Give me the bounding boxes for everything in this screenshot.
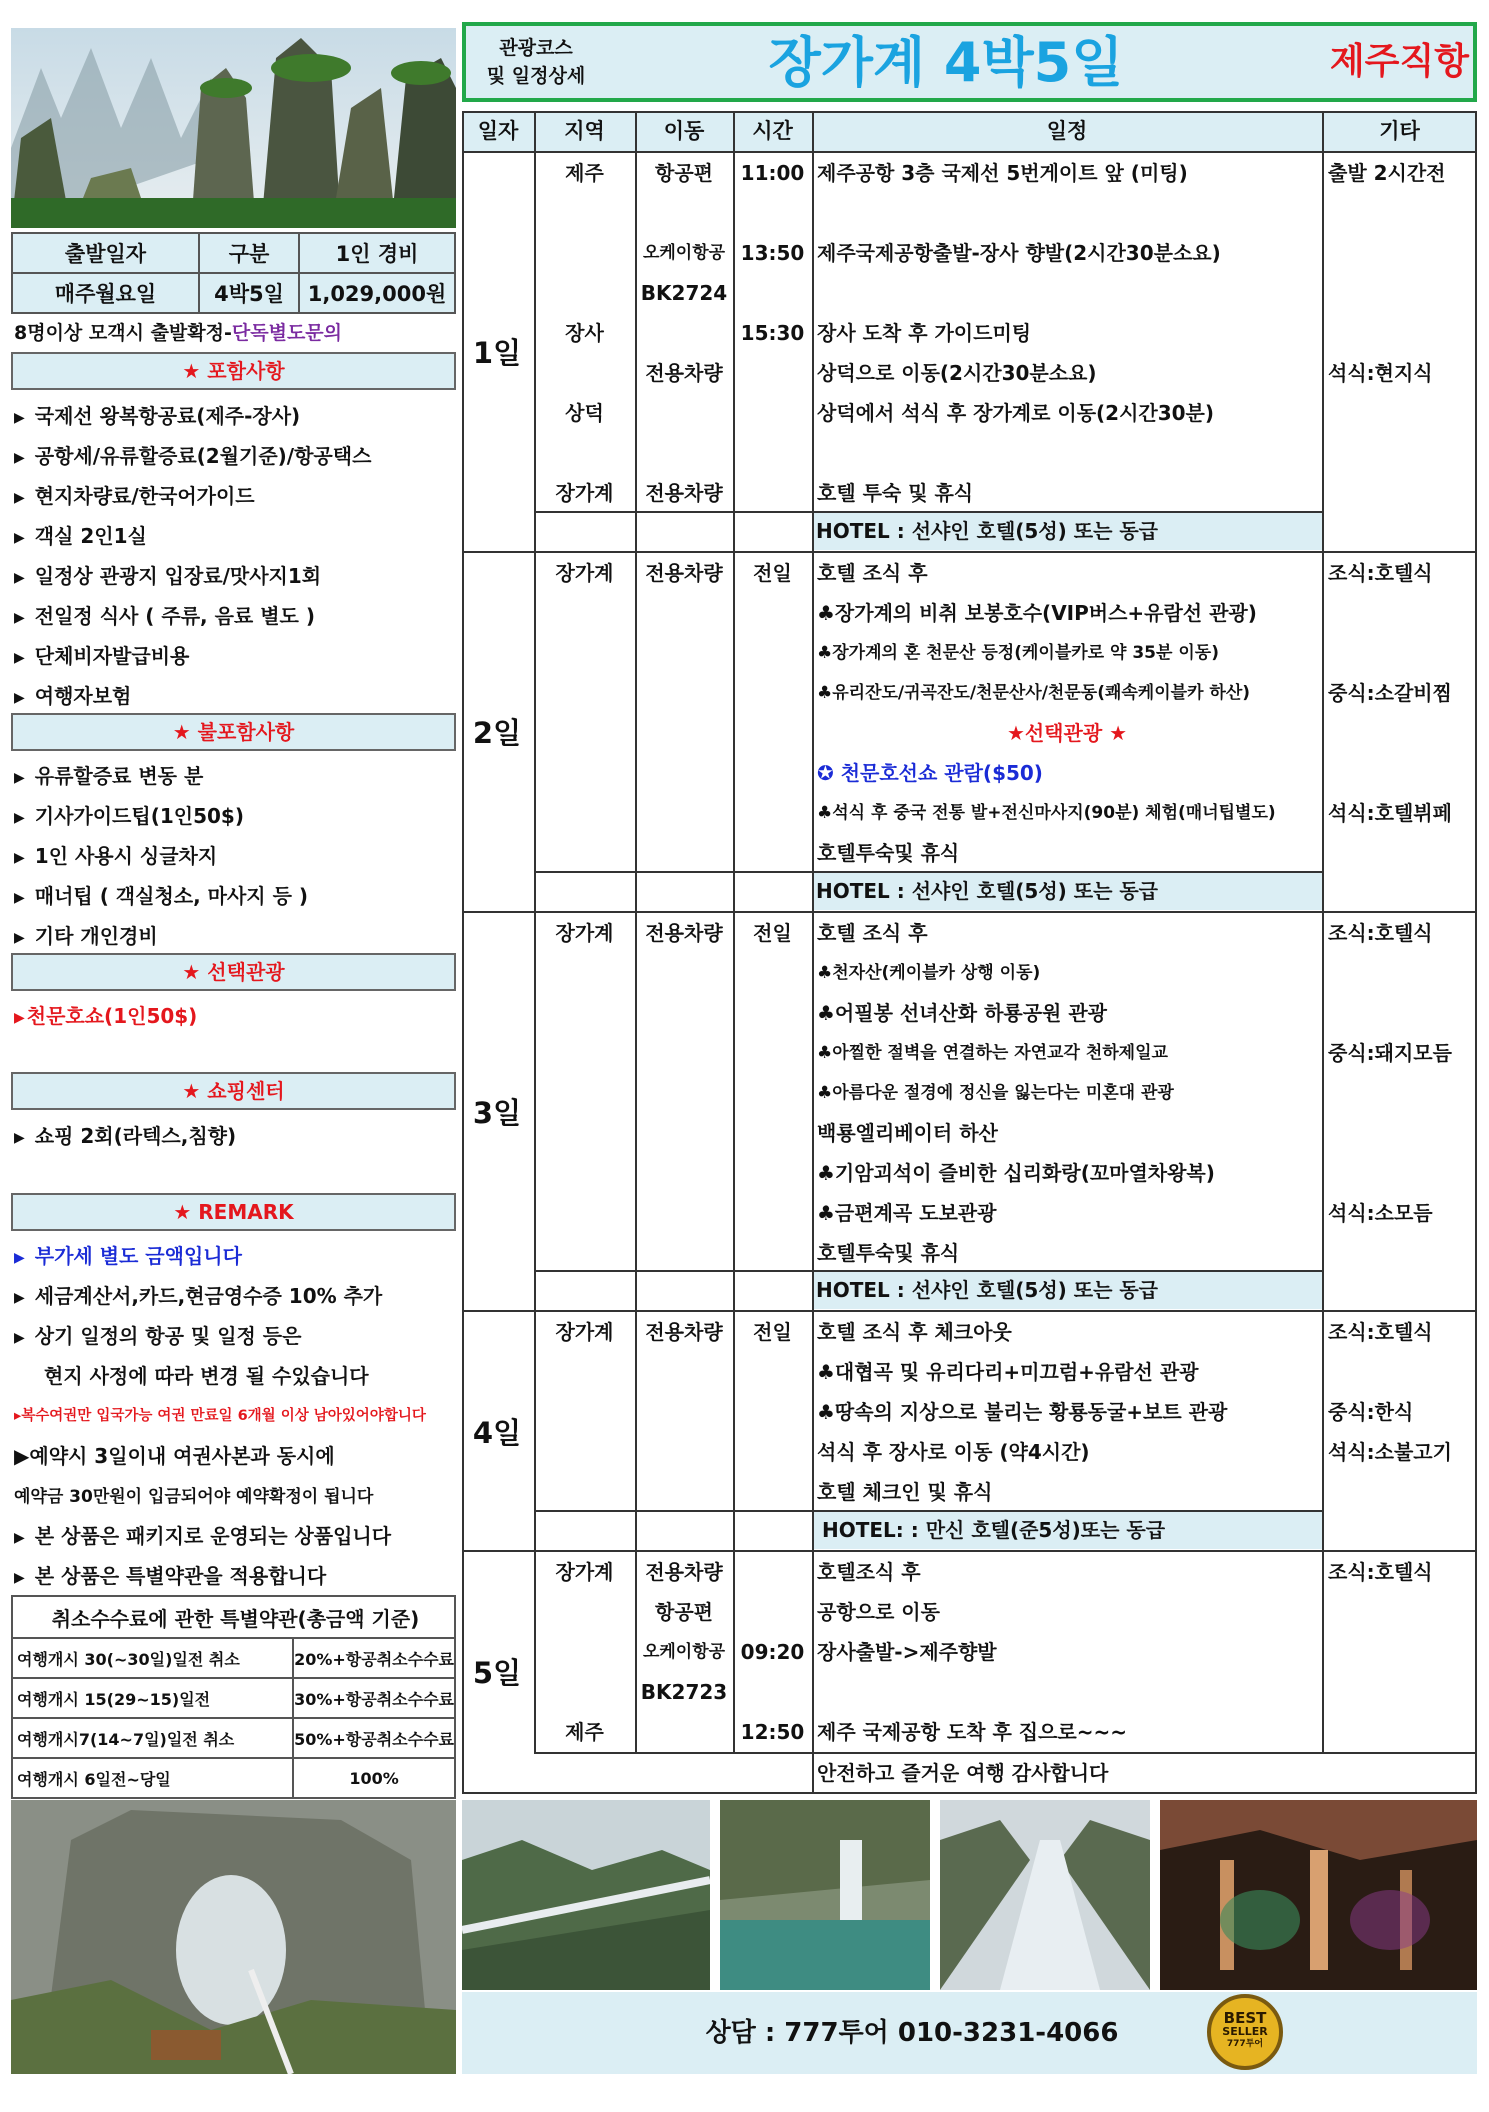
list-item: ▶ 일정상 관광지 입장료/맛사지1회 bbox=[14, 564, 322, 588]
shopping-item: ▶ 쇼핑 2회(라텍스,침향) bbox=[14, 1124, 237, 1148]
list-item: ▶ 현지차량료/한국어가이드 bbox=[14, 484, 255, 508]
cancel-period: 여행개시 15(29~15)일전 bbox=[12, 1678, 293, 1718]
list-item: ▶ 1인 사용시 싱글차지 bbox=[14, 844, 218, 868]
remark-passport: ▸복수여권만 입국가능 여권 만료일 6개월 이상 남아있어야합니다 bbox=[14, 1408, 426, 1424]
itinerary-cell: 제주국제공항출발-장사 향발(2시간30분소요) bbox=[817, 241, 1221, 265]
remark-terms: ▶ 본 상품은 특별약관을 적용합니다 bbox=[14, 1564, 327, 1588]
price-date: 매주월요일 bbox=[12, 273, 199, 313]
triangle-bullet-icon: ▶ bbox=[14, 489, 25, 506]
cancel-fee: 20%+항공취소수수료 bbox=[293, 1638, 455, 1678]
triangle-bullet-icon: ▶ bbox=[14, 929, 25, 946]
list-item: ▶ 매너팁 ( 객실청소, 마사지 등 ) bbox=[14, 884, 308, 908]
itinerary-cell: 호텔투숙및 휴식 bbox=[817, 1241, 960, 1265]
itinerary-cell: ♣천자산(케이블카 상행 이동) bbox=[817, 963, 1041, 983]
remark-reserve-2: 예약금 30만원이 입금되어야 예약확정이 됩니다 bbox=[14, 1487, 374, 1507]
day-label-4: 4일 bbox=[472, 1416, 522, 1450]
zhangjiajie-peaks-photo bbox=[11, 28, 456, 228]
etc-cell: 조식:호텔식 bbox=[1328, 561, 1433, 585]
cancel-fee-title: 취소수수료에 관한 특별약관(총금액 기준) bbox=[12, 1596, 455, 1638]
time-cell: 11:00 bbox=[740, 161, 805, 185]
triangle-bullet-icon: ▶ bbox=[14, 809, 25, 826]
triangle-bullet-icon: ▶ bbox=[14, 529, 25, 546]
etc-cell: 석식:호텔뷔페 bbox=[1328, 801, 1452, 825]
itinerary-cell: ♣장가계의 혼 천문산 등정(케이블카로 약 35분 이동) bbox=[817, 643, 1219, 663]
triangle-bullet-icon: ▶ bbox=[14, 769, 25, 786]
price-header-type: 구분 bbox=[199, 233, 299, 273]
remark-reserve-1: ▶예약시 3일이내 여권사본과 동시에 bbox=[14, 1444, 335, 1468]
min-people-note: 8명이상 모객시 출발확정-단독별도문의 bbox=[14, 322, 343, 344]
etc-cell: 중식:돼지모듬 bbox=[1328, 1041, 1452, 1065]
triangle-bullet-icon: ▶ bbox=[14, 1129, 25, 1146]
triangle-bullet-icon: ▶ bbox=[14, 1009, 25, 1026]
remark-tax: ▶ 세금계산서,카드,현금영수증 10% 추가 bbox=[14, 1284, 383, 1308]
itinerary-cell: 백룡엘리베이터 하산 bbox=[817, 1121, 998, 1145]
triangle-bullet-icon: ▶ bbox=[14, 569, 25, 586]
header-day: 일자 bbox=[462, 111, 534, 151]
header-itinerary: 일정 bbox=[812, 111, 1322, 151]
etc-cell: 중식:한식 bbox=[1328, 1400, 1414, 1424]
transport-cell: 오케이항공 bbox=[642, 1642, 726, 1662]
list-item: ▶ 기사가이드팁(1인50$) bbox=[14, 804, 244, 828]
contact-band bbox=[462, 1992, 1477, 2074]
list-item: ▶ 전일정 식사 ( 주류, 음료 별도 ) bbox=[14, 604, 315, 628]
remark-change: ▶ 상기 일정의 항공 및 일정 등은 bbox=[14, 1324, 302, 1348]
time-cell: 09:20 bbox=[740, 1640, 805, 1664]
price-header-date: 출발일자 bbox=[12, 233, 199, 273]
list-item: ▶ 여행자보험 bbox=[14, 684, 132, 708]
cancel-fee: 50%+항공취소수수료 bbox=[293, 1718, 455, 1758]
transport-cell: 전용차량 bbox=[645, 561, 723, 585]
transport-cell: 오케이항공 bbox=[642, 243, 726, 263]
region-cell: 장가계 bbox=[555, 481, 614, 505]
price-header-cost: 1인 경비 bbox=[299, 233, 455, 273]
tianmen-cave-photo bbox=[11, 1800, 456, 2074]
triangle-bullet-icon: ▶ bbox=[14, 849, 25, 866]
itinerary-cell: 호텔 투숙 및 휴식 bbox=[817, 481, 974, 505]
hotel-row-day1: HOTEL : 선샤인 호텔(5성) 또는 동급 bbox=[812, 512, 1322, 550]
optional-header: ★ 선택관광 bbox=[11, 953, 456, 991]
yellow-dragon-cave-photo bbox=[1160, 1800, 1477, 1990]
itinerary-cell: ♣유리잔도/귀곡잔도/천문산사/천문동(쾌속케이블카 하산) bbox=[817, 683, 1251, 703]
itinerary-cell: ♣아름다운 절경에 정신을 잃는다는 미혼대 관광 bbox=[817, 1083, 1174, 1103]
triangle-bullet-icon: ▶ bbox=[14, 609, 25, 626]
triangle-bullet-icon: ▶ bbox=[14, 449, 25, 466]
cancel-period: 여행개시7(14~7일)일전 취소 bbox=[12, 1718, 293, 1758]
list-item: ▶ 공항세/유류할증료(2월기준)/항공택스 bbox=[14, 444, 372, 468]
page-title: 장가계 4박5일 bbox=[768, 31, 1124, 94]
itinerary-cell: ♣금편계곡 도보관광 bbox=[817, 1201, 997, 1225]
triangle-bullet-icon: ▶ bbox=[14, 1569, 25, 1586]
header-region: 지역 bbox=[534, 111, 635, 151]
itinerary-cell: ♣장가계의 비취 보봉호수(VIP버스+유람선 관광) bbox=[817, 601, 1257, 625]
itinerary-cell: ♣대협곡 및 유리다리+미끄럼+유람선 관광 bbox=[817, 1360, 1199, 1384]
hotel-row-day3: HOTEL : 선샤인 호텔(5성) 또는 동급 bbox=[812, 1271, 1322, 1309]
region-cell: 장가계 bbox=[555, 561, 614, 585]
direct-flight-badge: 제주직항 bbox=[1329, 41, 1469, 82]
itinerary-cell: 호텔 체크인 및 휴식 bbox=[817, 1480, 993, 1504]
itinerary-cell: 제주공항 3층 국제선 5번게이트 앞 (미팅) bbox=[817, 161, 1188, 185]
best-seller-seal: BEST SELLER 777투어 bbox=[1207, 1994, 1283, 2070]
itinerary-cell: ♣땅속의 지상으로 불리는 황룡동굴+보트 관광 bbox=[817, 1400, 1228, 1424]
etc-cell: 중식:소갈비찜 bbox=[1328, 681, 1452, 705]
itinerary-cell: 호텔 조식 후 bbox=[817, 561, 928, 585]
cancel-fee: 30%+항공취소수수료 bbox=[293, 1678, 455, 1718]
region-cell: 장가계 bbox=[555, 1560, 614, 1584]
itinerary-cell: 상덕에서 석식 후 장가계로 이동(2시간30분) bbox=[817, 401, 1215, 425]
triangle-bullet-icon: ▶ bbox=[14, 889, 25, 906]
cancel-fee: 100% bbox=[293, 1758, 455, 1798]
list-item: ▶ 객실 2인1실 bbox=[14, 524, 147, 548]
region-cell: 장가계 bbox=[555, 921, 614, 945]
triangle-bullet-icon: ▶ bbox=[14, 409, 25, 426]
itinerary-cell: 제주 국제공항 도착 후 집으로~~~ bbox=[817, 1720, 1127, 1744]
day-label-2: 2일 bbox=[472, 716, 522, 750]
etc-cell: 조식:호텔식 bbox=[1328, 1560, 1433, 1584]
glass-bridge-photo bbox=[462, 1800, 710, 1990]
optional-show: ✪ 천문호선쇼 관람($50) bbox=[817, 761, 1043, 785]
private-inquiry: 단독별도문의 bbox=[231, 322, 343, 344]
excluded-header: ★ 불포함사항 bbox=[11, 713, 456, 751]
time-cell: 13:50 bbox=[740, 241, 805, 265]
transport-cell: 전용차량 bbox=[645, 361, 723, 385]
title-box bbox=[462, 22, 1477, 102]
time-cell: 전일 bbox=[753, 561, 792, 585]
itinerary-cell: 공항으로 이동 bbox=[817, 1600, 940, 1624]
transport-cell: 전용차량 bbox=[645, 1320, 723, 1344]
etc-cell: 출발 2시간전 bbox=[1328, 161, 1446, 185]
itinerary-cell: 호텔투숙및 휴식 bbox=[817, 841, 960, 865]
region-cell: 장가계 bbox=[555, 1320, 614, 1344]
cancel-fee-table bbox=[11, 1595, 456, 1799]
itinerary-cell: 석식 후 장사로 이동 (약4시간) bbox=[817, 1440, 1090, 1464]
itinerary-cell: 상덕으로 이동(2시간30분소요) bbox=[817, 361, 1097, 385]
schedule-table bbox=[462, 111, 1477, 1794]
transport-cell: 항공편 bbox=[655, 1600, 713, 1624]
remark-package: ▶ 본 상품은 패키지로 운영되는 상품입니다 bbox=[14, 1524, 392, 1548]
etc-cell: 조식:호텔식 bbox=[1328, 921, 1433, 945]
price-type: 4박5일 bbox=[199, 273, 299, 313]
itinerary-cell: 호텔 조식 후 bbox=[817, 921, 928, 945]
flight-number: BK2724 bbox=[640, 281, 728, 305]
flight-number: BK2723 bbox=[640, 1680, 728, 1704]
cancel-period: 여행개시 30(~30일)일전 취소 bbox=[12, 1638, 293, 1678]
time-cell: 12:50 bbox=[740, 1720, 805, 1744]
day-label-1: 1일 bbox=[472, 336, 522, 370]
closing-message: 안전하고 즐거운 여행 감사합니다 bbox=[817, 1761, 1109, 1785]
transport-cell: 전용차량 bbox=[645, 1560, 723, 1584]
time-cell: 전일 bbox=[753, 1320, 792, 1344]
shopping-header: ★ 쇼핑센터 bbox=[11, 1072, 456, 1110]
included-header: ★ 포함사항 bbox=[11, 352, 456, 390]
list-item: ▶ 기타 개인경비 bbox=[14, 924, 158, 948]
region-cell: 장사 bbox=[565, 321, 604, 345]
itinerary-cell: 호텔 조식 후 체크아웃 bbox=[817, 1320, 1012, 1344]
remark-header: ★ REMARK bbox=[11, 1193, 456, 1231]
cancel-period: 여행개시 6일전~당일 bbox=[12, 1758, 293, 1798]
price-cost: 1,029,000원 bbox=[299, 273, 455, 313]
time-cell: 15:30 bbox=[740, 321, 805, 345]
itinerary-cell: ♣아찔한 절벽을 연결하는 자연교각 천하제일교 bbox=[817, 1043, 1168, 1063]
transport-cell: 전용차량 bbox=[645, 481, 723, 505]
list-item: ▶ 유류할증료 변동 분 bbox=[14, 764, 204, 788]
triangle-bullet-icon: ▶ bbox=[14, 1289, 25, 1306]
itinerary-cell: ♣석식 후 중국 전통 발+전신마사지(90분) 체험(매너팁별도) bbox=[817, 803, 1276, 823]
etc-cell: 석식:소모듬 bbox=[1328, 1201, 1433, 1225]
header-transport: 이동 bbox=[635, 111, 733, 151]
price-table bbox=[11, 232, 456, 314]
course-label: 관광코스 및 일정상세 bbox=[486, 37, 586, 87]
remark-change-2: 현지 사정에 따라 변경 될 수있습니다 bbox=[44, 1364, 369, 1388]
triangle-bullet-icon: ▶ bbox=[14, 1329, 25, 1346]
itinerary-cell: ♣기암괴석이 즐비한 십리화랑(꼬마열차왕복) bbox=[817, 1161, 1215, 1185]
contact-info: 상담 : 777투어 010-3231-4066 bbox=[705, 2018, 1119, 2048]
glass-walkway-photo bbox=[940, 1800, 1150, 1990]
triangle-bullet-icon: ▶ bbox=[14, 1529, 25, 1546]
day-label-3: 3일 bbox=[472, 1096, 522, 1130]
list-item: ▶ 단체비자발급비용 bbox=[14, 644, 190, 668]
day-label-5: 5일 bbox=[472, 1656, 522, 1690]
header-time: 시간 bbox=[733, 111, 812, 151]
etc-cell: 석식:현지식 bbox=[1328, 361, 1433, 385]
hotel-row-day4: HOTEL: : 만신 호텔(준5성)또는 동급 bbox=[812, 1511, 1322, 1549]
transport-cell: 항공편 bbox=[655, 161, 713, 185]
optional-tour-label: ★선택관광 ★ bbox=[1006, 721, 1128, 745]
optional-item: ▶ 천문호쇼(1인50$) bbox=[14, 1004, 198, 1028]
time-cell: 전일 bbox=[753, 921, 792, 945]
hotel-row-day2: HOTEL : 선샤인 호텔(5성) 또는 동급 bbox=[812, 872, 1322, 910]
list-item: ▶ 국제선 왕복항공료(제주-장사) bbox=[14, 404, 301, 428]
itinerary-cell: ♣어필봉 선녀산화 하룡공원 관광 bbox=[817, 1001, 1107, 1025]
etc-cell: 석식:소불고기 bbox=[1328, 1440, 1452, 1464]
triangle-bullet-icon: ▶ bbox=[14, 689, 25, 706]
itinerary-cell: 장사출발->제주향발 bbox=[817, 1640, 997, 1664]
etc-cell: 조식:호텔식 bbox=[1328, 1320, 1433, 1344]
header-etc: 기타 bbox=[1322, 111, 1477, 151]
remark-vat: ▶ 부가세 별도 금액입니다 bbox=[14, 1244, 242, 1268]
itinerary-cell: 장사 도착 후 가이드미팅 bbox=[817, 321, 1032, 345]
region-cell: 상덕 bbox=[565, 401, 604, 425]
itinerary-cell: 호텔조식 후 bbox=[817, 1560, 921, 1584]
triangle-bullet-icon: ▶ bbox=[14, 1249, 25, 1266]
transport-cell: 전용차량 bbox=[645, 921, 723, 945]
waterfall-photo bbox=[720, 1800, 930, 1990]
triangle-bullet-icon: ▶ bbox=[14, 649, 25, 666]
region-cell: 제주 bbox=[565, 161, 604, 185]
region-cell: 제주 bbox=[565, 1720, 604, 1744]
